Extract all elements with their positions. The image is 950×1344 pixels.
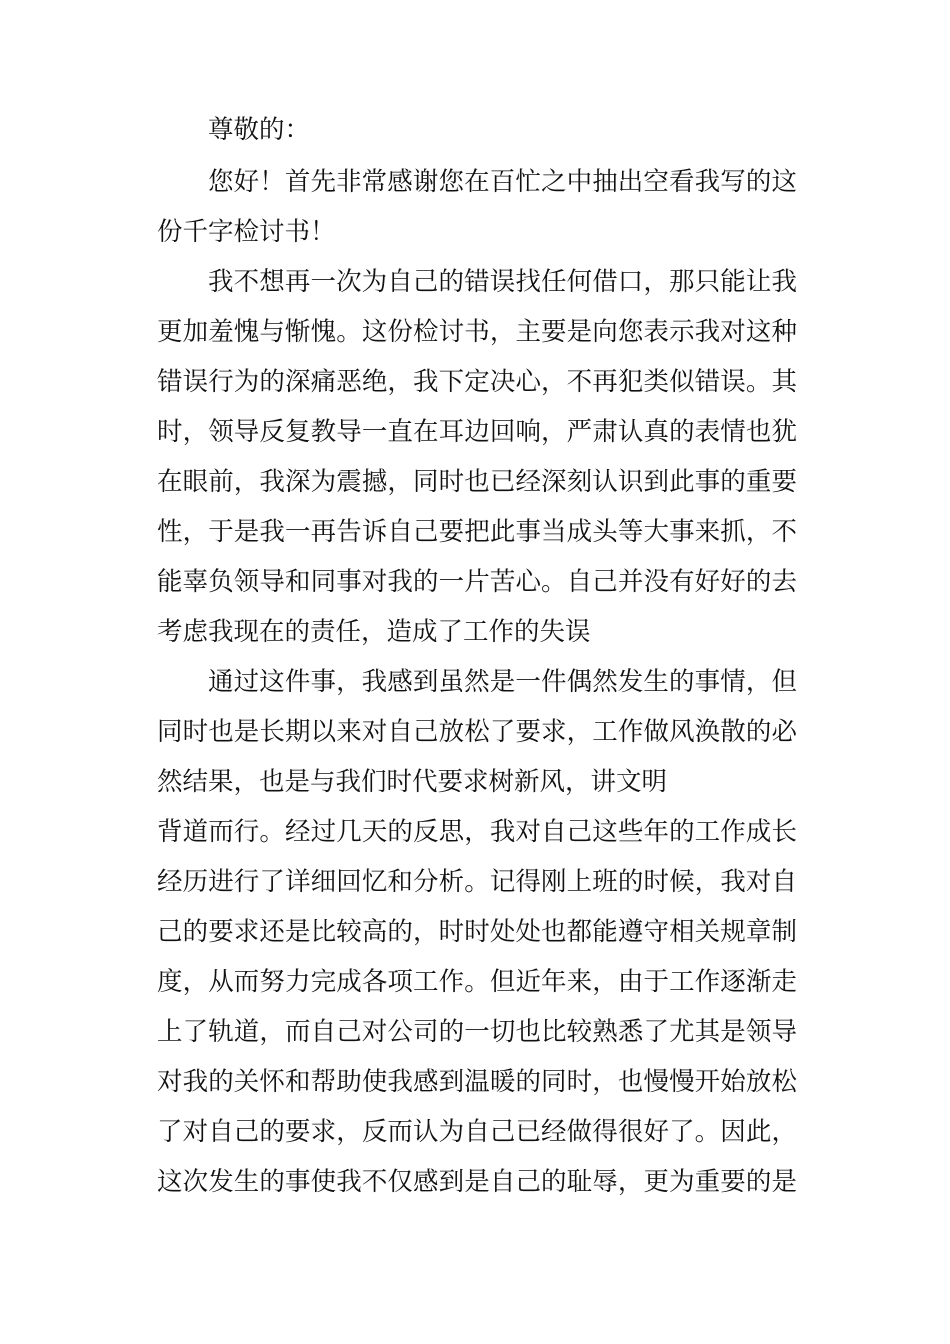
text-line: 这次发生的事使我不仅感到是自己的耻辱，更为重要的是 bbox=[157, 1167, 797, 1197]
text-line: 在眼前，我深为震撼，同时也已经深刻认识到此事的重要 bbox=[157, 467, 797, 497]
text-line: 时，领导反复教导一直在耳边回响，严肃认真的表情也犹 bbox=[157, 417, 797, 447]
text-line: 性，于是我一再告诉自己要把此事当成头等大事来抓，不 bbox=[157, 517, 797, 547]
text-line: 通过这件事，我感到虽然是一件偶然发生的事情，但 bbox=[208, 667, 797, 697]
text-line: 对我的关怀和帮助使我感到温暖的同时，也慢慢开始放松 bbox=[157, 1067, 797, 1097]
text-line: 了对自己的要求，反而认为自己已经做得很好了。因此， bbox=[157, 1117, 797, 1147]
text-line: 能辜负领导和同事对我的一片苦心。自己并没有好好的去 bbox=[157, 567, 797, 597]
text-line: 我不想再一次为自己的错误找任何借口，那只能让我 bbox=[208, 267, 797, 297]
text-line: 份千字检讨书！ bbox=[157, 217, 336, 247]
text-line: 上了轨道，而自己对公司的一切也比较熟悉了尤其是领导 bbox=[157, 1017, 797, 1047]
text-line: 然结果，也是与我们时代要求树新风，讲文明 bbox=[157, 767, 668, 797]
text-line: 经历进行了详细回忆和分析。记得刚上班的时候，我对自 bbox=[157, 867, 797, 897]
text-line: 同时也是长期以来对自己放松了要求，工作做风涣散的必 bbox=[157, 717, 797, 747]
text-line: 度，从而努力完成各项工作。但近年来，由于工作逐渐走 bbox=[157, 967, 797, 997]
text-line: 背道而行。经过几天的反思，我对自己这些年的工作成长 bbox=[157, 817, 797, 847]
text-line: 更加羞愧与惭愧。这份检讨书，主要是向您表示我对这种 bbox=[157, 317, 797, 347]
text-line: 错误行为的深痛恶绝，我下定决心，不再犯类似错误。其 bbox=[157, 367, 797, 397]
text-line: 您好！首先非常感谢您在百忙之中抽出空看我写的这 bbox=[208, 167, 797, 197]
text-line: 己的要求还是比较高的，时时处处也都能遵守相关规章制 bbox=[157, 917, 797, 947]
salutation-line: 尊敬的： bbox=[208, 115, 311, 145]
text-line: 考虑我现在的责任，造成了工作的失误 bbox=[157, 617, 591, 647]
